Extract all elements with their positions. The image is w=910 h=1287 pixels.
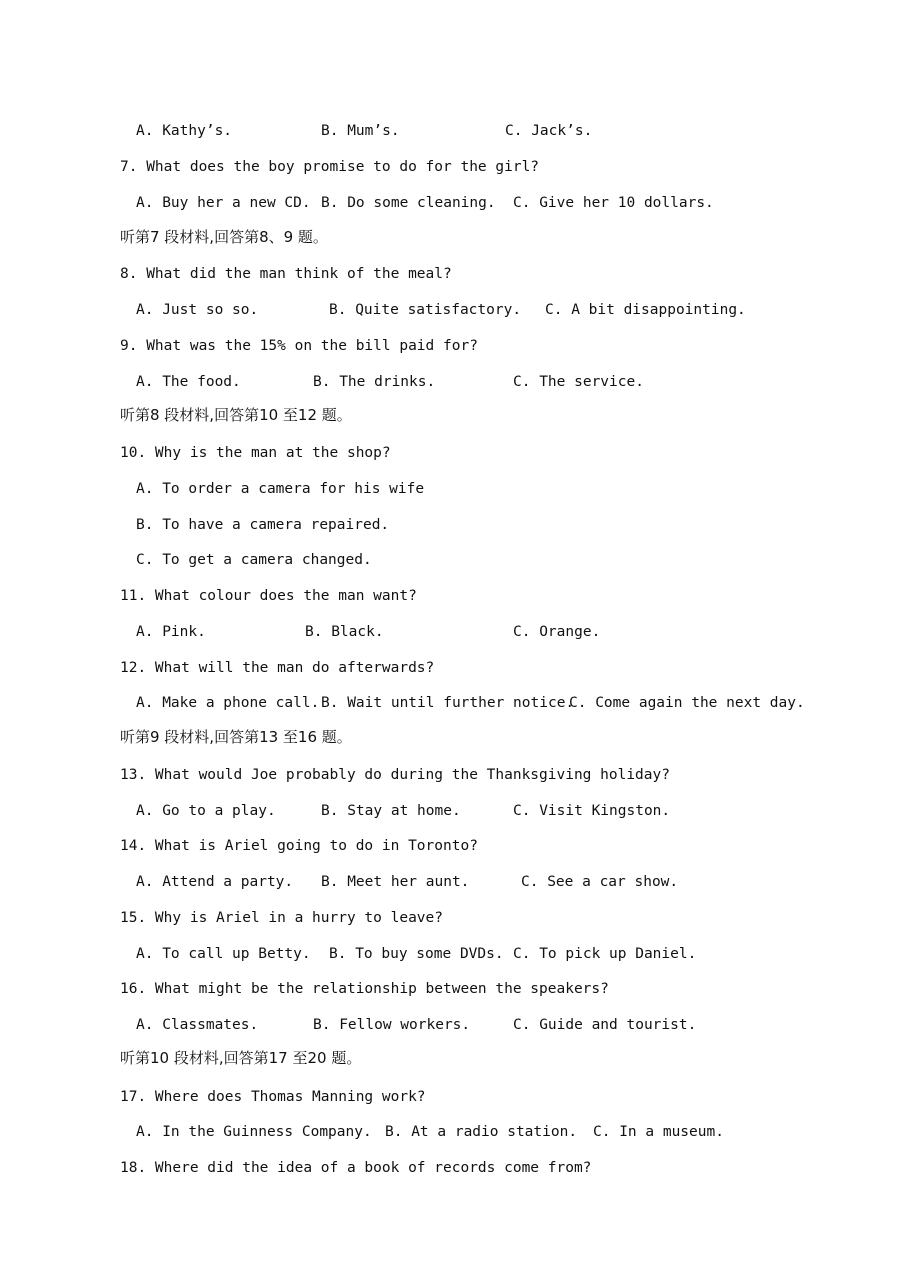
q6-option-b: B. Mum’s. (321, 123, 400, 139)
q15-option-b: B. To buy some DVDs. (329, 946, 504, 962)
section-heading-9: 听第9 段材料,回答第13 至16 题。 (120, 728, 352, 746)
q7-option-c: C. Give her 10 dollars. (513, 195, 714, 211)
q8-option-b: B. Quite satisfactory. (329, 302, 522, 318)
q10-option-b: B. To have a camera repaired. (136, 517, 390, 533)
q8-option-a: A. Just so so. (136, 302, 259, 318)
q7-option-b: B. Do some cleaning. (321, 195, 496, 211)
q11-option-c: C. Orange. (513, 624, 601, 640)
q6-option-a: A. Kathy’s. (136, 123, 233, 139)
q7-question: 7. What does the boy promise to do for the girl? (120, 159, 540, 175)
q12-option-b: B. Wait until further notice. (321, 695, 575, 711)
q10-question: 10. Why is the man at the shop? (120, 445, 391, 461)
q17-question: 17. Where does Thomas Manning work? (120, 1089, 426, 1105)
section-heading-7: 听第7 段材料,回答第8、9 题。 (120, 228, 328, 246)
q14-option-c: C. See a car show. (521, 874, 679, 890)
section-heading-8: 听第8 段材料,回答第10 至12 题。 (120, 406, 352, 424)
q15-option-a: A. To call up Betty. (136, 946, 311, 962)
q10-option-c: C. To get a camera changed. (136, 552, 372, 568)
q15-option-c: C. To pick up Daniel. (513, 946, 697, 962)
q13-option-c: C. Visit Kingston. (513, 803, 671, 819)
q17-option-b: B. At a radio station. (385, 1124, 578, 1140)
q7-option-a: A. Buy her a new CD. (136, 195, 311, 211)
q11-option-b: B. Black. (305, 624, 384, 640)
q9-option-a: A. The food. (136, 374, 241, 390)
q11-option-a: A. Pink. (136, 624, 206, 640)
q10-option-a: A. To order a camera for his wife (136, 481, 425, 497)
q14-question: 14. What is Ariel going to do in Toronto? (120, 838, 478, 854)
q15-question: 15. Why is Ariel in a hurry to leave? (120, 910, 444, 926)
q16-option-b: B. Fellow workers. (313, 1017, 471, 1033)
q17-option-a: A. In the Guinness Company. (136, 1124, 372, 1140)
q6-option-c: C. Jack’s. (505, 123, 593, 139)
q11-question: 11. What colour does the man want? (120, 588, 417, 604)
q13-option-b: B. Stay at home. (321, 803, 461, 819)
q17-option-c: C. In a museum. (593, 1124, 724, 1140)
q8-question: 8. What did the man think of the meal? (120, 266, 452, 282)
q14-option-a: A. Attend a party. (136, 874, 294, 890)
q13-option-a: A. Go to a play. (136, 803, 276, 819)
q12-question: 12. What will the man do afterwards? (120, 660, 435, 676)
q14-option-b: B. Meet her aunt. (321, 874, 470, 890)
q9-option-b: B. The drinks. (313, 374, 436, 390)
q9-question: 9. What was the 15% on the bill paid for? (120, 338, 478, 354)
q13-question: 13. What would Joe probably do during the Thanksgiving holiday? (120, 767, 670, 783)
q9-option-c: C. The service. (513, 374, 644, 390)
section-heading-10: 听第10 段材料,回答第17 至20 题。 (120, 1049, 362, 1067)
q12-option-c: C. Come again the next day. (569, 695, 805, 711)
q18-question: 18. Where did the idea of a book of records come from? (120, 1160, 592, 1176)
q16-option-c: C. Guide and tourist. (513, 1017, 697, 1033)
q8-option-c: C. A bit disappointing. (545, 302, 746, 318)
q16-option-a: A. Classmates. (136, 1017, 259, 1033)
q16-question: 16. What might be the relationship between the speakers? (120, 981, 609, 997)
q12-option-a: A. Make a phone call. (136, 695, 320, 711)
